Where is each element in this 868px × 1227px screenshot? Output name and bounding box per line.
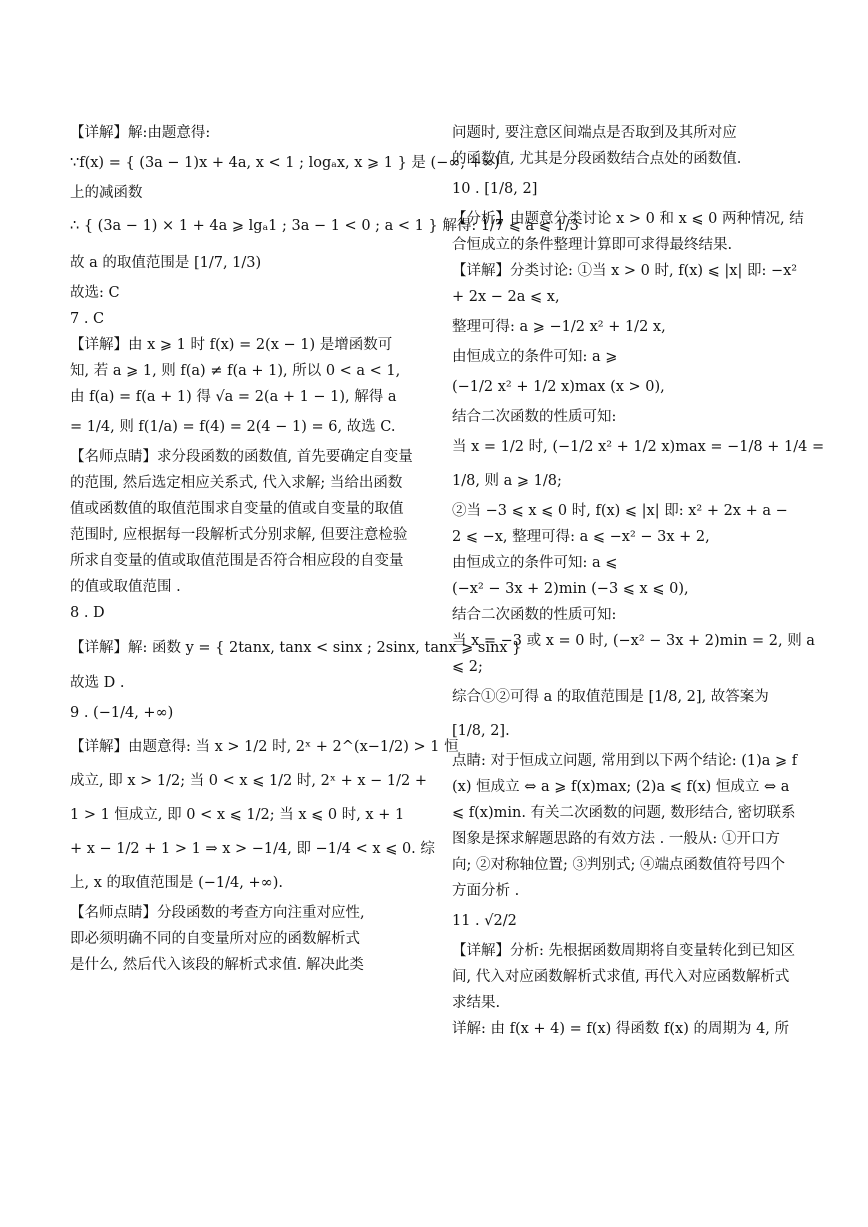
text-line: 【详解】分类讨论: ①当 x > 0 时, f(x) ⩽ |x| 即: −x² [452, 263, 798, 279]
text-line: 即必须明确不同的自变量所对应的函数解析式 [70, 931, 360, 947]
text-line: 是什么, 然后代入该段的解析式求值. 解决此类 [70, 957, 364, 973]
text-line: 方面分析 . [452, 883, 520, 899]
formula-line: 【详解】由题意得: 当 x > 1/2 时, 2ˣ + 2^(x−1/2) > 1 恒 [70, 739, 459, 755]
text-line: 知, 若 a ⩾ 1, 则 f(a) ≠ f(a + 1), 所以 0 < a < 1, [70, 363, 401, 379]
formula-line: 当 x = 1/2 时, (−1/2 x² + 1/2 x)max = −1/8 + 1/4 = [452, 439, 825, 455]
text-line: 向; ②对称轴位置; ③判别式; ④端点函数值符号四个 [452, 857, 785, 873]
text-line: 【名师点睛】求分段函数的函数值, 首先要确定自变量 [70, 449, 413, 465]
formula-line: 【详解】解: 函数 y = { 2tanx, tanx < sinx ; 2sinx, tanx ⩾ sinx } [70, 640, 522, 656]
text-line: ⩽ f(x)min. 有关二次函数的问题, 数形结合, 密切联系 [452, 805, 796, 821]
right-column [452, 120, 825, 1042]
formula-line: + x − 1/2 + 1 > 1 ⇒ x > −1/4, 即 −1/4 < x ⩽ 0. 综 [70, 841, 435, 857]
formula-line: 故 a 的取值范围是 [1/7, 1/3) [70, 255, 262, 271]
text-line: ②当 −3 ⩽ x ⩽ 0 时, f(x) ⩽ |x| 即: x² + 2x + a − [452, 503, 788, 519]
text-line: 当 x = −3 或 x = 0 时, (−x² − 3x + 2)min = 2, 则 a [452, 633, 815, 649]
text-line: 值或函数值的取值范围求自变量的值或自变量的取值 [70, 501, 404, 517]
answer-number: 10 . [1/8, 2] [452, 181, 538, 197]
formula-line: 成立, 即 x > 1/2; 当 0 < x ⩽ 1/2 时, 2ˣ + x − 1/2 + [70, 773, 427, 789]
text-line: 的函数值, 尤其是分段函数结合点处的函数值. [452, 151, 742, 167]
answer-number: 9 . (−1/4, +∞) [70, 705, 174, 721]
formula-line: [1/8, 2]. [452, 723, 510, 739]
answer-number: 11 . √2/2 [452, 913, 517, 929]
formula-line: 综合①②可得 a 的取值范围是 [1/8, 2], 故答案为 [452, 689, 769, 705]
text-line: 详解: 由 f(x + 4) = f(x) 得函数 f(x) 的周期为 4, 所 [452, 1021, 790, 1037]
text-line: 点睛: 对于恒成立问题, 常用到以下两个结论: (1)a ⩾ f [452, 753, 798, 769]
text-line: 故选 D . [70, 675, 125, 691]
formula-line: ∵f(x) = { (3a − 1)x + 4a, x < 1 ; logₐx, x ⩾ 1 } 是 (−∞, +∞) [70, 155, 500, 171]
text-line: ⩽ 2; [452, 659, 483, 675]
text-line: 【名师点睛】分段函数的考查方向注重对应性, [70, 905, 365, 921]
text-line: 所求自变量的值或取值范围是否符合相应段的自变量 [70, 553, 404, 569]
formula-line: 上, x 的取值范围是 (−1/4, +∞). [70, 875, 283, 891]
formula-line: 1 > 1 恒成立, 即 0 < x ⩽ 1/2; 当 x ⩽ 0 时, x + 1 [70, 807, 405, 823]
formula-line: = 1/4, 则 f(1/a) = f(4) = 2(4 − 1) = 6, 故选 C. [70, 419, 396, 435]
text-line: 的范围, 然后选定相应关系式, 代入求解; 当给出函数 [70, 475, 403, 491]
text-line: 合恒成立的条件整理计算即可求得最终结果. [452, 237, 733, 253]
text-line: 由恒成立的条件可知: a ⩾ [452, 349, 618, 365]
text-line: (x) 恒成立 ⇔ a ⩾ f(x)max; (2)a ⩽ f(x) 恒成立 ⇔ a [452, 779, 790, 795]
text-line: 故选: C [70, 285, 120, 301]
text-line: 【详解】分析: 先根据函数周期将自变量转化到已知区 [452, 943, 795, 959]
text-line: 结合二次函数的性质可知: [452, 409, 617, 425]
text-line: 问题时, 要注意区间端点是否取到及其所对应 [452, 125, 737, 141]
text-line: 由 f(a) = f(a + 1) 得 √a = 2(a + 1 − 1), 解得 a [70, 389, 397, 405]
text-line: 上的减函数 [70, 185, 143, 201]
text-line: 间, 代入对应函数解析式求值, 再代入对应函数解析式 [452, 969, 790, 985]
text-line: 由恒成立的条件可知: a ⩽ [452, 555, 618, 571]
text-line: 【详解】解:由题意得: [70, 125, 211, 141]
formula-line: 整理可得: a ⩾ −1/2 x² + 1/2 x, [452, 319, 666, 335]
text-line: 2 ⩽ −x, 整理可得: a ⩽ −x² − 3x + 2, [452, 529, 710, 545]
text-line: 结合二次函数的性质可知: [452, 607, 617, 623]
text-line: (−x² − 3x + 2)min (−3 ⩽ x ⩽ 0), [452, 581, 689, 597]
text-line: 【分析】由题意分类讨论 x > 0 和 x ⩽ 0 两种情况, 结 [452, 211, 804, 227]
text-line: 【详解】由 x ⩾ 1 时 f(x) = 2(x − 1) 是增函数可 [70, 337, 393, 353]
text-line: + 2x − 2a ⩽ x, [452, 289, 560, 305]
formula-line: (−1/2 x² + 1/2 x)max (x > 0), [452, 379, 665, 395]
answer-number: 7 . C [70, 311, 105, 327]
text-line: 图象是探求解题思路的有效方法 . 一般从: ①开口方 [452, 831, 780, 847]
text-line: 的值或取值范围 . [70, 579, 181, 595]
answer-number: 8 . D [70, 605, 105, 621]
text-line: 求结果. [452, 995, 501, 1011]
formula-line: ∴ { (3a − 1) × 1 + 4a ⩾ lgₐ1 ; 3a − 1 < 0 ; a < 1 } 解得: 1/7 ⩽ a ⩽ 1/3 [70, 218, 579, 234]
formula-line: 1/8, 则 a ⩾ 1/8; [452, 473, 562, 489]
text-line: 范围时, 应根据每一段解析式分别求解, 但要注意检验 [70, 527, 408, 543]
